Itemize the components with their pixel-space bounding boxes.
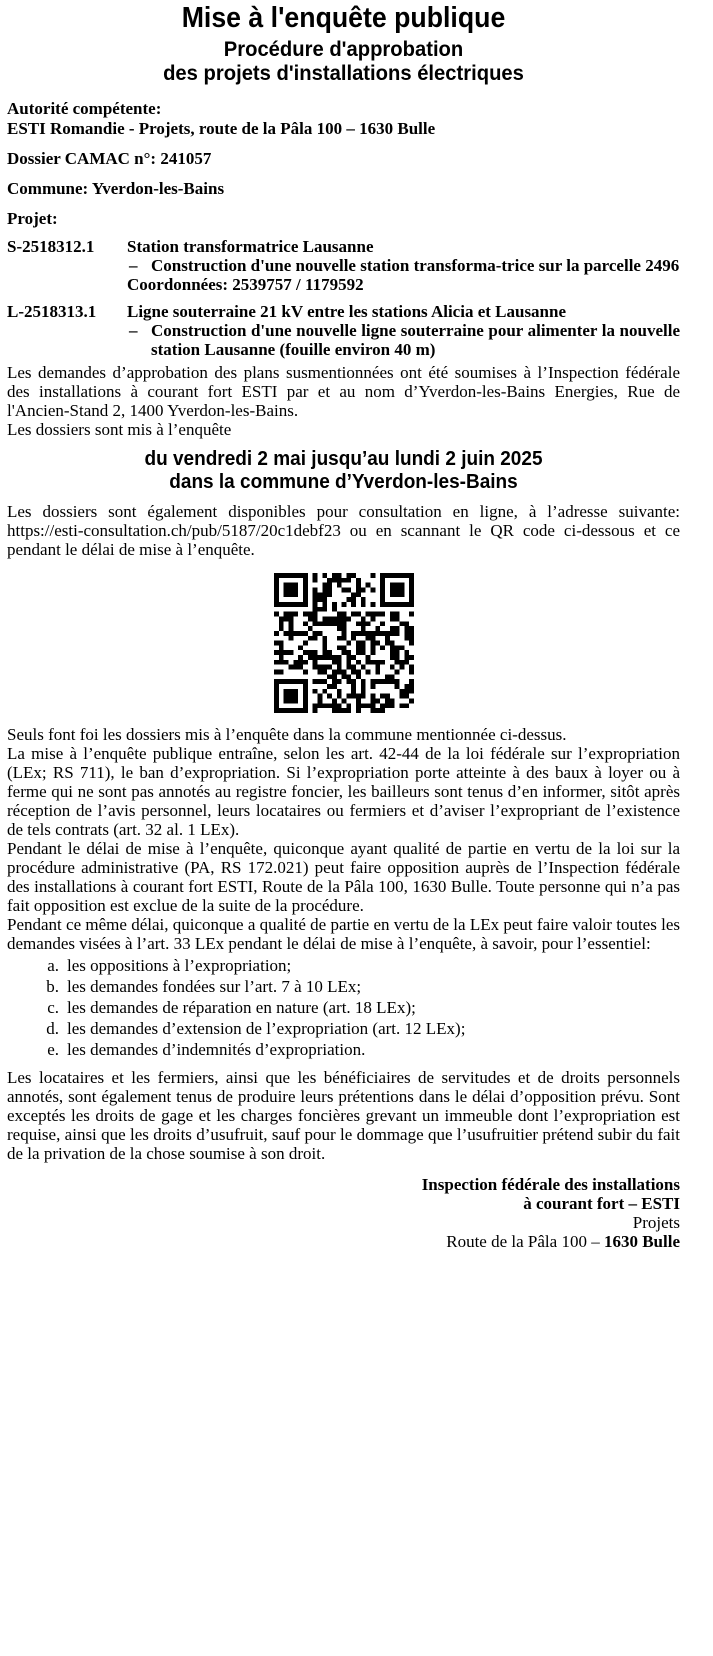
list-marker: e.	[47, 1040, 59, 1059]
signature-line-3: Projets	[632, 1213, 680, 1232]
list-item	[7, 976, 680, 997]
project-dash: –	[129, 321, 138, 340]
commune: Commune: Yverdon-les-Bains	[7, 179, 225, 198]
signature-block	[7, 1175, 680, 1251]
notice-body	[7, 363, 680, 439]
signature-city: 1630 Bulle	[603, 1232, 680, 1251]
tenants-section	[7, 1068, 680, 1163]
paragraph-locataires: Les locataires et les fermiers, ainsi que les bénéficiaires de servitudes et de droits personnels annotés, sont également tenus de produire leurs prétentions dans le délai d’opposition prévu. Sont exceptés les droits de gage et les charges foncières grevant un immeuble dont l’expropriation est requise, ainsi que les droits d’usufruit, sauf pour le dommage que l’usufruitier prétend subir du fait de la privation de la chose soumise à son droit.	[7, 1068, 680, 1163]
list-text: les demandes d’indemnités d’expropriation.	[67, 1040, 366, 1059]
dossier-number: Dossier CAMAC n°: 241057	[7, 149, 212, 168]
project-dash: –	[129, 256, 138, 275]
notice-meta	[7, 99, 680, 229]
list-marker: c.	[47, 998, 59, 1017]
project-station	[7, 237, 680, 294]
list-marker: d.	[46, 1019, 59, 1038]
legal-text	[7, 725, 680, 953]
dates-line-1: du vendredi 2 mai jusqu’au lundi 2 juin 2025	[144, 448, 543, 470]
claims-list	[7, 955, 680, 1060]
list-item	[7, 1018, 680, 1039]
project-code: L-2518313.1	[7, 302, 97, 321]
list-item	[7, 955, 680, 976]
list-text: les oppositions à l’expropriation;	[67, 956, 292, 975]
qr-code-container	[7, 573, 680, 713]
signature-line-2: à courant fort – ESTI	[523, 1194, 680, 1213]
online-section	[7, 502, 680, 559]
signature-line-1: Inspection fédérale des installations	[421, 1175, 680, 1194]
list-marker: a.	[47, 956, 59, 975]
project-code: S-2518312.1	[7, 237, 95, 256]
paragraph-opposition: Pendant le délai de mise à l’enquête, quiconque ayant qualité de partie en vertu de la loi sur la procédure administrative (PA, RS 172.021) peut faire opposition auprès de l’Inspection fédérale des installations à courant fort ESTI, Route de la Pâla 100, 1630 Bulle. Toute personne qui n’a pas fait opposition est exclue de la suite de la procédure.	[7, 839, 680, 915]
signature-street: Route de la Pâla 100 –	[446, 1232, 600, 1251]
paragraph-online: Les dossiers sont également disponibles pour consultation en ligne, à l’adresse suivante: https://esti-consultation.ch/pub/5187/20c1debf23 ou en scannant le QR code ci-dessous et ce pendant le délai de mise à l’enquête.	[7, 502, 680, 559]
notice-subtitle	[27, 37, 660, 85]
notice	[7, 0, 680, 1251]
list-text: les demandes fondées sur l’art. 7 à 10 LEx;	[67, 977, 362, 996]
authority-label: Autorité compétente:	[7, 99, 162, 118]
paragraph-enquete: Les dossiers sont mis à l’enquête	[7, 420, 232, 439]
list-item	[7, 1039, 680, 1060]
list-marker: b.	[46, 977, 59, 996]
notice-title: Mise à l'enquête publique	[181, 2, 506, 34]
list-item	[7, 997, 680, 1018]
authority-value: ESTI Romandie - Projets, route de la Pâla 100 – 1630 Bulle	[7, 119, 436, 138]
project-label: Projet:	[7, 209, 58, 228]
project-detail: Construction d'une nouvelle station transforma-trice sur la parcelle 2496	[151, 256, 680, 275]
paragraph-request: Les demandes d’approbation des plans susmentionnées ont été soumises à l’Inspection fédérale des installations à courant fort ESTI par et au nom d’Yverdon-les-Bains Energies, Rue de l'Ancien-Stand 2, 1400 Yverdon-les-Bains.	[7, 363, 680, 420]
list-text: les demandes de réparation en nature (art. 18 LEx);	[67, 998, 416, 1017]
project-detail: Construction d'une nouvelle ligne souterraine pour alimenter la nouvelle station Lausanne (fouille environ 40 m)	[151, 321, 680, 359]
qr-code[interactable]	[274, 573, 414, 713]
signature-address	[7, 1232, 680, 1251]
dates-line-2: dans la commune d’Yverdon-les-Bains	[169, 471, 518, 493]
paragraph-ban: La mise à l’enquête publique entraîne, selon les art. 42-44 de la loi fédérale sur l’expropriation (LEx; RS 711), le ban d’expropriation. Si l’expropriation porte atteinte à des baux à loyer ou à ferme qui ne sont pas annotés au registre foncier, les bailleurs sont tenus d’en informer, sitôt après réception de l’avis personnel, leurs locataires ou fermiers et d’aviser l’expropriant de l’existence de tels contrats (art. 32 al. 1 LEx).	[7, 744, 680, 839]
project-ligne	[7, 302, 680, 359]
project-coordinates: Coordonnées: 2539757 / 1179592	[127, 275, 364, 294]
paragraph-lex: Pendant ce même délai, quiconque a qualité de partie en vertu de la LEx peut faire valoir toutes les demandes visées à l’art. 33 LEx pendant le délai de mise à l’enquête, à savoir, pour l’essentiel:	[7, 915, 680, 953]
enquete-dates	[24, 448, 663, 494]
project-title: Ligne souterraine 21 kV entre les stations Alicia et Lausanne	[127, 302, 567, 321]
list-text: les demandes d’extension de l’expropriation (art. 12 LEx);	[67, 1019, 466, 1038]
paragraph-foi: Seuls font foi les dossiers mis à l’enquête dans la commune mentionnée ci-dessus.	[7, 725, 567, 744]
subtitle-line-2: des projets d'installations électriques	[163, 61, 524, 85]
subtitle-line-1: Procédure d'approbation	[223, 37, 464, 61]
project-title: Station transformatrice Lausanne	[127, 237, 374, 256]
